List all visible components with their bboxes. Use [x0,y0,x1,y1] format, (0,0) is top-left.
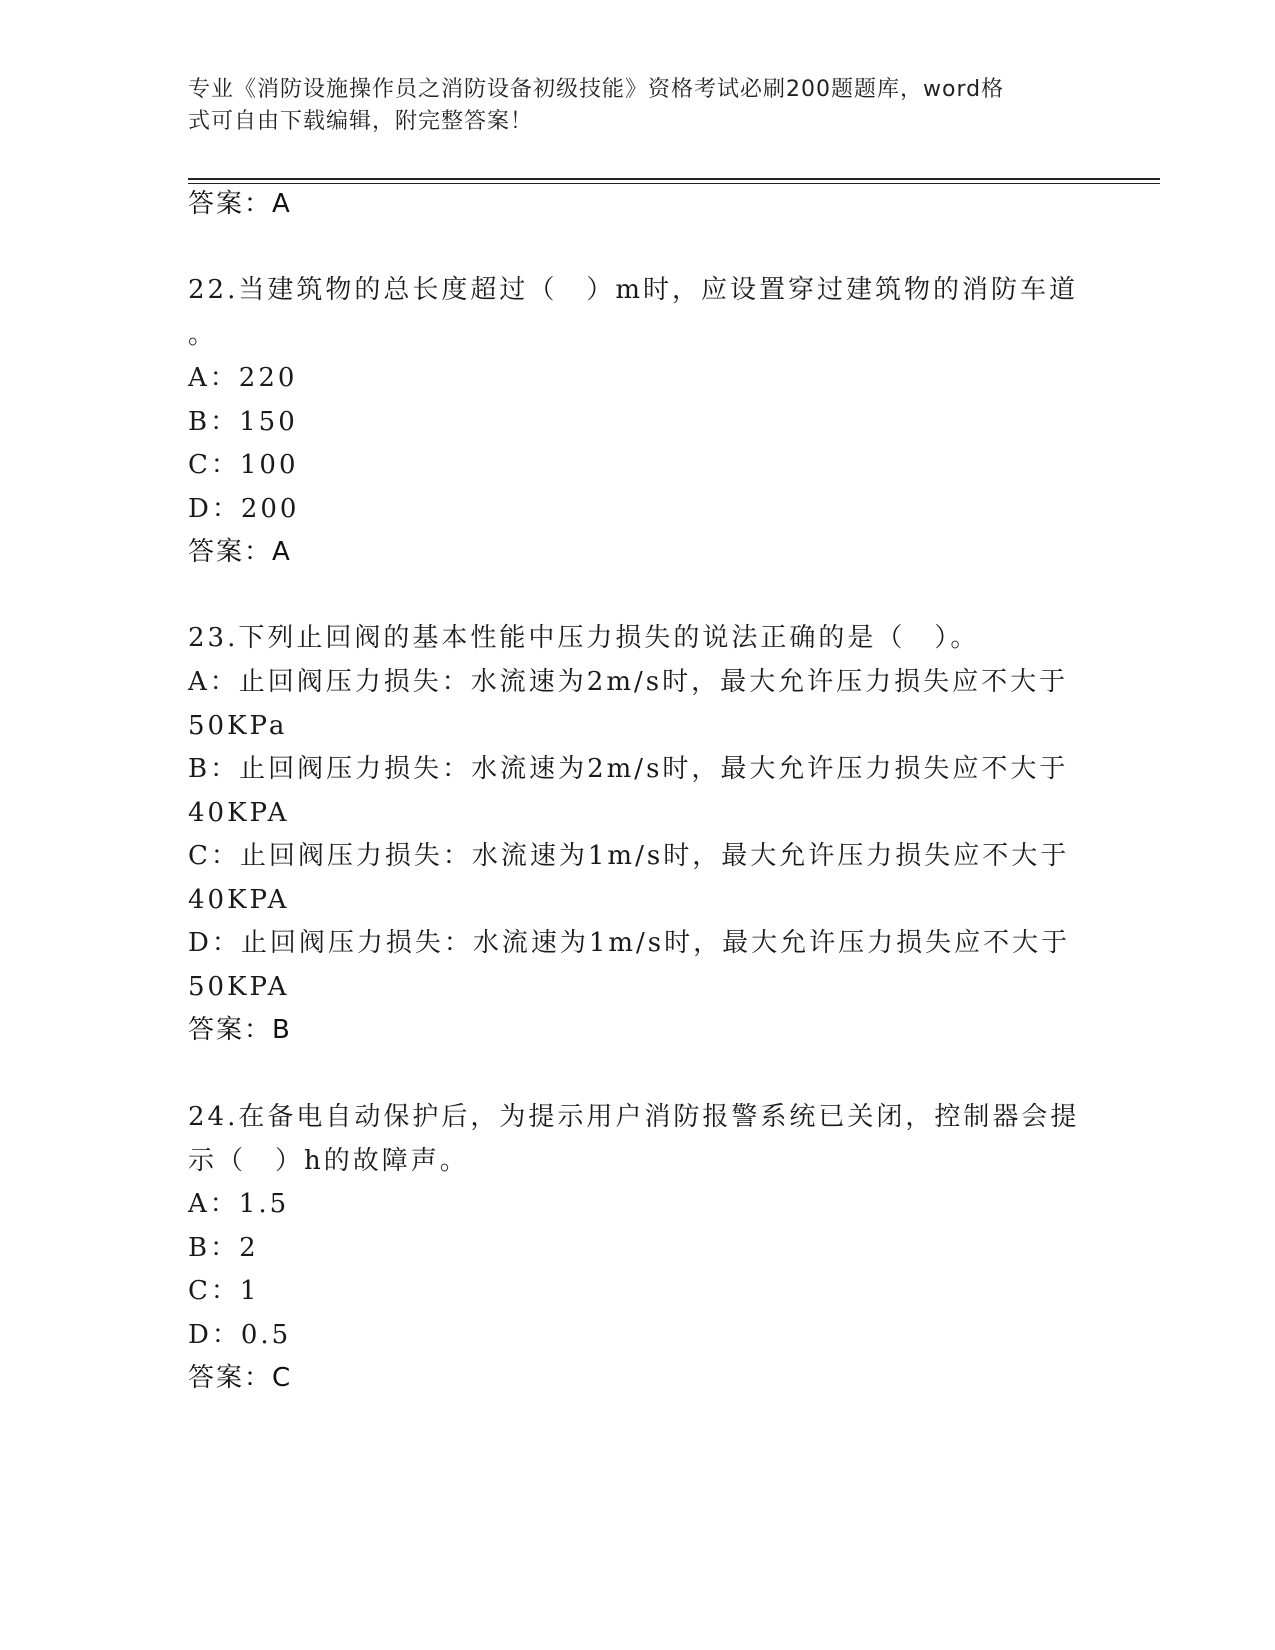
question-23-option-c: C：止回阀压力损失：水流速为1m/s时，最大允许压力损失应不大于 [188,841,1070,871]
question-24-option-d: D：0.5 [188,1320,292,1350]
question-22-option-c: C：100 [188,450,299,480]
question-22-stem-cont: 。 [188,320,218,350]
question-24-option-b: B：2 [188,1233,259,1263]
header-line-2: 式可自由下载编辑，附完整答案！ [188,109,534,134]
question-22-answer: 答案：A [188,537,292,567]
question-23-option-c-cont: 40KPA [188,885,290,915]
question-22-option-b: B：150 [188,407,298,437]
question-22-option-d: D：200 [188,494,300,524]
header-divider [188,178,1160,180]
question-24-option-c: C：1 [188,1276,260,1306]
header-line-1: 专业《消防设施操作员之消防设备初级技能》资格考试必刷200题题库，word格 [188,77,1005,102]
question-23-option-a: A：止回阀压力损失：水流速为2m/s时，最大允许压力损失应不大于 [188,667,1069,697]
question-24-stem-cont: 示（ ）h的故障声。 [188,1146,469,1176]
question-24-answer: 答案：C [188,1363,293,1393]
question-22-option-a: A：220 [188,363,298,393]
document-header [188,74,1068,138]
question-23-answer: 答案：B [188,1015,292,1045]
question-24-stem: 24.在备电自动保护后，为提示用户消防报警系统已关闭，控制器会提 [188,1102,1080,1132]
question-23-option-b: B：止回阀压力损失：水流速为2m/s时，最大允许压力损失应不大于 [188,754,1069,784]
question-23-stem: 23.下列止回阀的基本性能中压力损失的说法正确的是（ ）。 [188,623,980,653]
question-24-option-a: A：1.5 [188,1189,290,1219]
previous-answer: 答案：A [188,189,292,219]
question-23-option-d-cont: 50KPA [188,972,290,1002]
question-22-stem: 22.当建筑物的总长度超过（ ）m时，应设置穿过建筑物的消防车道 [188,275,1079,305]
header-divider-thin [188,183,1160,184]
question-23-option-a-cont: 50KPa [188,711,288,741]
question-23-option-b-cont: 40KPA [188,798,290,828]
question-23-option-d: D：止回阀压力损失：水流速为1m/s时，最大允许压力损失应不大于 [188,928,1071,958]
